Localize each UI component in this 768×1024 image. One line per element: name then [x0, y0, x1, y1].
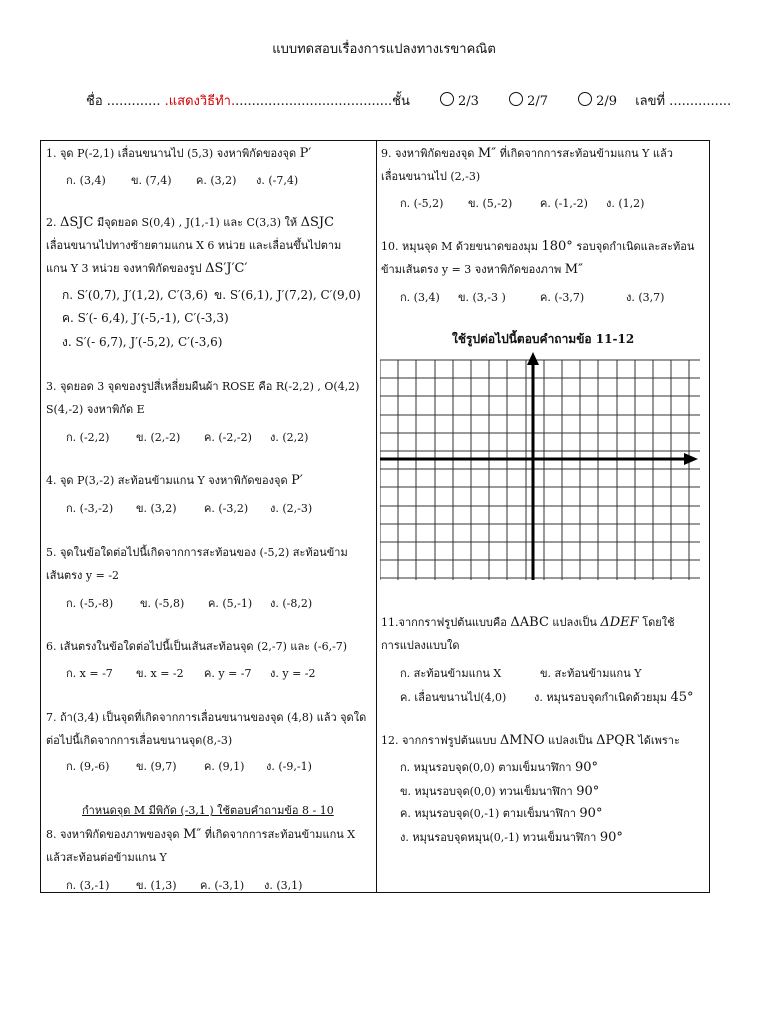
question-10-line-2 — [381, 259, 583, 281]
q10-math-1: 180° — [541, 239, 573, 254]
question-9-line-1 — [381, 143, 673, 165]
q8-option-d[interactable]: ง. (3,1) — [264, 879, 303, 892]
q6-option-b[interactable]: ข. x = -2 — [136, 667, 184, 680]
question-5-line-2: เส้นตรง y = -2 — [46, 569, 120, 582]
question-8-line-2: แล้วสะท้อนต่อข้ามแกน Y — [46, 851, 167, 864]
q10-text-3: ข้ามเส้นตรง y = 3 จงหาพิกัดของภาพ — [381, 263, 562, 276]
q8-math: M″ — [183, 827, 202, 842]
q2-number: 2. — [46, 216, 57, 229]
q11-text-1: 11.จากกราฟรูปต้นแบบคือ — [381, 616, 507, 629]
q9-option-d[interactable]: ง. (1,2) — [606, 197, 645, 210]
q12-option-d-text: ง. หมุนรอบจุดหมุน(0,-1) ทวนเข็มนาฬิกา — [400, 831, 597, 844]
question-12-line-1 — [381, 730, 680, 752]
q9-text-2: ที่เกิดจากการสะท้อนข้ามแกน Y แล้ว — [499, 147, 673, 160]
class-option-3: 2/9 — [596, 94, 618, 109]
q11-math-1: ΔABC — [510, 615, 549, 630]
q12-option-a-text: ก. หมุนรอบจุด(0,0) ตามเข็มนาฬิกา — [400, 761, 572, 774]
question-4 — [46, 470, 303, 492]
number-label[interactable]: เลขที่ ............... — [635, 94, 732, 109]
q11-math-2: ΔDEF — [600, 615, 639, 630]
q12-text-1: 12. จากกราฟรูปต้นแบบ — [381, 734, 497, 747]
question-2-line-3 — [46, 258, 247, 280]
q1-option-c[interactable]: ค. (3,2) — [196, 174, 237, 187]
q9-math: M″ — [477, 146, 497, 161]
name-value[interactable]: .แสดงวิธีทำ. — [164, 94, 236, 109]
question-6-line-1: 6. เส้นตรงในข้อใดต่อไปนี้เป็นเส้นสะท้อนจุด (2,-7) และ (-6,-7) — [46, 640, 348, 653]
q5-option-c[interactable]: ค. (5,-1) — [208, 597, 253, 610]
q7-option-d[interactable]: ง. (-9,-1) — [266, 760, 312, 773]
q9-text-1: 9. จงหาพิกัดของจุด — [381, 147, 475, 160]
q2-option-c[interactable]: ค. S′(- 6,4), J′(-5,-1), C′(-3,3) — [62, 311, 229, 325]
q7-option-a[interactable]: ก. (9,-6) — [66, 760, 110, 773]
q2-text-1: มีจุดยอด S(0,4) , J(1,-1) และ C(3,3) ให้ — [96, 216, 298, 229]
question-7-line-1: 7. ถ้า(3,4) เป็นจุดที่เกิดจากการเลื่อนขนานของจุด (4,8) แล้ว จุดใด — [46, 711, 367, 724]
name-label: ชื่อ ............. — [86, 94, 161, 109]
given-point-note: กำหนดจุด M มีพิกัด (-3,1 ) ใช้ตอบคำถามข้อ 8 - 10 — [82, 804, 334, 817]
q10-text-1: 10. หมุนจุด M ด้วยขนาดของมุม — [381, 240, 538, 253]
question-10-line-1 — [381, 236, 694, 258]
q12-option-d[interactable] — [400, 828, 623, 846]
class-option-1: 2/3 — [458, 94, 479, 109]
q11-text-3: โดยใช้ — [642, 616, 675, 629]
q6-option-a[interactable]: ก. x = -7 — [66, 667, 113, 680]
q4-option-a[interactable]: ก. (-3,-2) — [66, 502, 114, 515]
q4-option-d[interactable]: ง. (2,-3) — [270, 502, 313, 515]
q12-text-3: ได้เพราะ — [638, 734, 680, 747]
question-4-text: 4. จุด P(3,-2) สะท้อนข้ามแกน Y จงหาพิกัดของจุด — [46, 474, 288, 487]
question-2-line-2: เลื่อนขนานไปทางซ้ายตามแกน X 6 หน่วย และเลื่อนขึ้นไปตาม — [46, 239, 342, 252]
q11-option-d-text: ง. หมุนรอบจุดกำเนิดด้วยมุม — [534, 691, 667, 704]
question-2-line-1 — [46, 212, 334, 234]
q11-option-c[interactable]: ค. เลื่อนขนานไป(4,0) — [400, 691, 507, 704]
q5-option-a[interactable]: ก. (-5,-8) — [66, 597, 114, 610]
q3-option-c[interactable]: ค. (-2,-2) — [204, 431, 252, 444]
q12-math-1: ΔMNO — [499, 733, 545, 748]
q11-text-2: แปลงเป็น — [552, 616, 597, 629]
question-3-line-1: 3. จุดยอด 3 จุดของรูปสี่เหลี่ยมผืนผ้า ROSE คือ R(-2,2) , O(4,2) — [46, 380, 360, 393]
q1-option-b[interactable]: ข. (7,4) — [131, 174, 172, 187]
q12-option-a[interactable] — [400, 758, 598, 776]
q9-option-a[interactable]: ก. (-5,2) — [400, 197, 444, 210]
class-label: ชั้น — [392, 94, 410, 109]
q12-option-b-math: 90° — [576, 784, 600, 799]
q12-option-a-math: 90° — [575, 760, 599, 775]
q9-option-b[interactable]: ข. (5,-2) — [468, 197, 513, 210]
q10-option-d[interactable]: ง. (3,7) — [626, 291, 665, 304]
q2-option-b[interactable]: ข. S′(6,1), J′(7,2), C′(9,0) — [214, 288, 361, 302]
question-4-math: P′ — [291, 473, 303, 488]
q6-option-c[interactable]: ค. y = -7 — [204, 667, 252, 680]
coordinate-grid-svg — [380, 352, 706, 580]
question-11-line-1 — [381, 612, 675, 634]
q8-option-b[interactable]: ข. (1,3) — [136, 879, 177, 892]
q12-math-2: ΔPQR — [596, 733, 635, 748]
q8-text-1: 8. จงหาพิกัดของภาพของจุด — [46, 828, 180, 841]
q10-option-a[interactable]: ก. (3,4) — [400, 291, 440, 304]
class-radio-3[interactable] — [578, 92, 592, 106]
student-info-line — [86, 90, 731, 111]
question-3-line-2: S(4,-2) จงหาพิกัด E — [46, 403, 145, 416]
question-9-line-2: เลื่อนขนานไป (2,-3) — [381, 170, 481, 183]
q12-text-2: แปลงเป็น — [548, 734, 593, 747]
q10-option-b[interactable]: ข. (3,-3 ) — [458, 291, 506, 304]
q10-math-2: M″ — [564, 262, 583, 277]
q2-math-2: ΔSJC — [300, 215, 335, 230]
q12-option-c-math: 90° — [579, 806, 603, 821]
q11-option-d[interactable] — [534, 688, 694, 706]
class-radio-2[interactable] — [509, 92, 523, 106]
question-1-text: 1. จุด P(-2,1) เลื่อนขนานไป (5,3) จงหาพิกัดของจุด — [46, 147, 297, 160]
q2-math-3: ΔS′J′C′ — [205, 261, 248, 276]
question-11-line-2: การแปลงแบบใด — [381, 639, 460, 652]
x-axis-arrow-icon — [684, 453, 698, 465]
question-1-math: P′ — [299, 146, 312, 161]
class-radio-1[interactable] — [440, 92, 454, 106]
q3-option-b[interactable]: ข. (2,-2) — [136, 431, 181, 444]
q10-option-c[interactable]: ค. (-3,7) — [540, 291, 585, 304]
q11-option-a[interactable]: ก. สะท้อนข้ามแกน X — [400, 667, 502, 680]
q2-option-a[interactable]: ก. S′(0,7), J′(1,2), C′(3,6) — [62, 288, 208, 302]
q12-option-c-text: ค. หมุนรอบจุด(0,-1) ตามเข็มนาฬิกา — [400, 807, 576, 820]
q4-option-c[interactable]: ค. (-3,2) — [204, 502, 249, 515]
q2-math-1: ΔSJC — [60, 215, 94, 230]
q7-option-b[interactable]: ข. (9,7) — [136, 760, 177, 773]
name-dots: ...................................... — [235, 94, 393, 109]
q3-option-d[interactable]: ง. (2,2) — [270, 431, 309, 444]
q5-option-b[interactable]: ข. (-5,8) — [140, 597, 185, 610]
question-5-line-1: 5. จุดในข้อใดต่อไปนี้เกิดจากการสะท้อนของ (-5,2) สะท้อนข้าม — [46, 546, 348, 559]
column-divider — [376, 140, 377, 893]
q4-option-b[interactable]: ข. (3,2) — [136, 502, 177, 515]
q11-option-b[interactable]: ข. สะท้อนข้ามแกน Y — [540, 667, 642, 680]
q9-option-c[interactable]: ค. (-1,-2) — [540, 197, 588, 210]
q1-option-a[interactable]: ก. (3,4) — [66, 174, 106, 187]
y-axis-arrow-icon — [527, 352, 539, 365]
q8-text-2: ที่เกิดจากการสะท้อนข้ามแกน X — [204, 828, 356, 841]
q12-option-b-text: ข. หมุนรอบจุด(0,0) ทวนเข็มนาฬิกา — [400, 785, 573, 798]
q2-text-3: แกน Y 3 หน่วย จงหาพิกัดของรูป — [46, 262, 202, 275]
q10-text-2: รอบจุดกำเนิดและสะท้อน — [576, 240, 695, 253]
question-8-line-1 — [46, 824, 355, 846]
grid-caption: ใช้รูปต่อไปนี้ตอบคำถามข้อ 11-12 — [452, 332, 635, 346]
question-1 — [46, 143, 311, 165]
q3-option-a[interactable]: ก. (-2,2) — [66, 431, 110, 444]
question-7-line-2: ต่อไปนี้เกิดจากการเลื่อนขนานจุด(8,-3) — [46, 734, 233, 747]
q2-option-d[interactable]: ง. S′(- 6,7), J′(-5,2), C′(-3,6) — [62, 335, 223, 349]
q8-option-a[interactable]: ก. (3,-1) — [66, 879, 110, 892]
q12-option-d-math: 90° — [599, 830, 623, 845]
q8-option-c[interactable]: ค. (-3,1) — [200, 879, 245, 892]
q11-option-d-math: 45° — [670, 690, 694, 705]
q7-option-c[interactable]: ค. (9,1) — [204, 760, 245, 773]
class-option-2: 2/7 — [527, 94, 548, 109]
q5-option-d[interactable]: ง. (-8,2) — [270, 597, 313, 610]
q12-option-b[interactable] — [400, 782, 599, 800]
page-title: แบบทดสอบเรื่องการแปลงทางเรขาคณิต — [272, 42, 496, 57]
q12-option-c[interactable] — [400, 804, 602, 822]
q1-option-d[interactable]: ง. (-7,4) — [256, 174, 299, 187]
coordinate-grid — [380, 352, 706, 583]
q6-option-d[interactable]: ง. y = -2 — [270, 667, 316, 680]
